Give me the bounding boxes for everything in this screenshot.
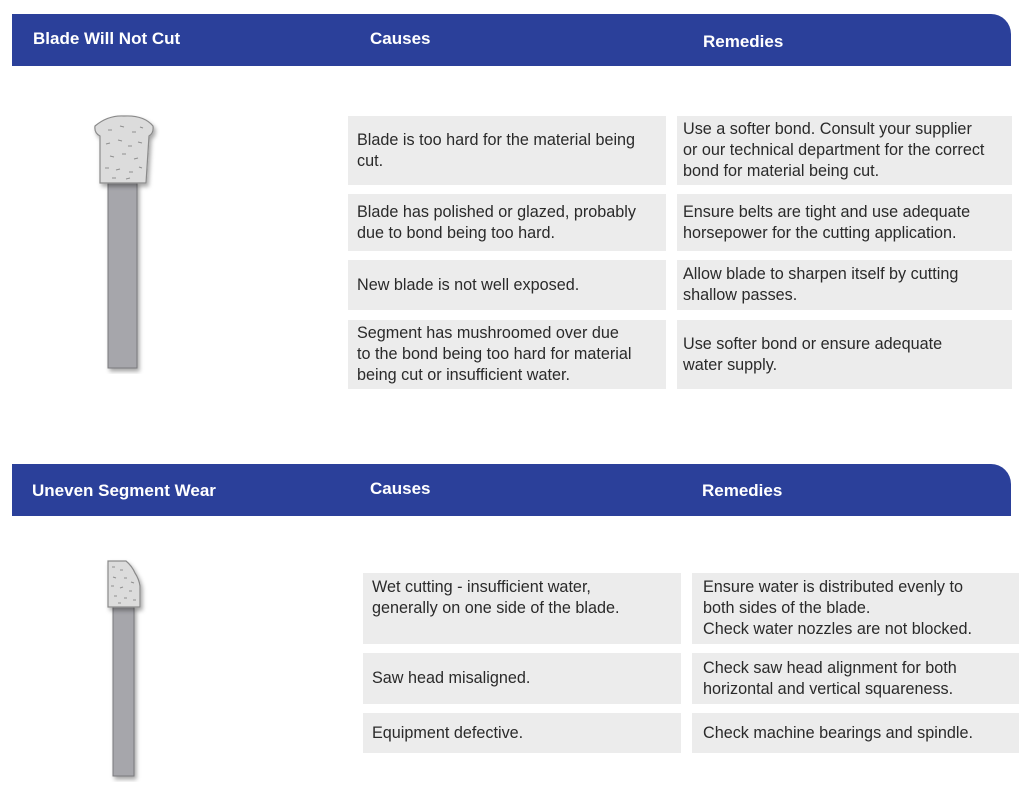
mushroomed-segment-diagram xyxy=(88,112,160,374)
uneven-wear-segment-diagram xyxy=(100,556,150,782)
remedy-text: Ensure belts are tight and use adequate horsepower for the cutting application. xyxy=(683,202,971,242)
cause-cell xyxy=(348,194,666,251)
cause-text: Saw head misaligned. xyxy=(372,669,531,687)
section-title: Uneven Segment Wear xyxy=(32,481,216,500)
remedies-heading: Remedies xyxy=(703,32,784,51)
remedy-text: Use softer bond or ensure adequate water supply. xyxy=(683,334,943,374)
remedy-text: Check saw head alignment for both horizontal and vertical squareness. xyxy=(703,658,957,698)
remedy-cell xyxy=(692,653,1019,704)
cause-text: New blade is not well exposed. xyxy=(357,275,580,294)
remedy-text: Use a softer bond. Consult your supplier or our technical department for the correct bond for material being cut. xyxy=(683,120,985,180)
remedy-cell xyxy=(692,713,1019,753)
cause-cell xyxy=(363,573,681,644)
remedy-text: Ensure water is distributed evenly to both sides of the blade. Check water nozzles are not blocked. xyxy=(703,578,973,638)
section-header-blade-will-not-cut xyxy=(12,14,1011,66)
causes-heading: Causes xyxy=(370,29,431,48)
cause-cell xyxy=(363,653,681,704)
cause-text: Blade is too hard for the material being cut. xyxy=(357,130,636,170)
section-header-uneven-segment-wear xyxy=(12,464,1011,516)
remedy-text: Allow blade to sharpen itself by cutting shallow passes. xyxy=(683,265,959,304)
cause-cell xyxy=(348,260,666,310)
cause-cell xyxy=(363,713,681,753)
cause-cell xyxy=(348,320,666,389)
remedy-cell xyxy=(677,116,1012,185)
cause-text: Blade has polished or glazed, probably due to bond being too hard. xyxy=(357,202,636,242)
remedy-cell xyxy=(677,194,1012,251)
cause-cell xyxy=(348,116,666,185)
remedies-heading: Remedies xyxy=(702,481,783,500)
remedy-cell xyxy=(692,573,1019,644)
cause-text: Segment has mushroomed over due to the bond being too hard for material being cut or insufficient water. xyxy=(357,324,632,384)
remedy-text: Check machine bearings and spindle. xyxy=(703,723,973,742)
causes-heading: Causes xyxy=(370,479,431,498)
cause-text: Equipment defective. xyxy=(372,723,524,742)
section-title: Blade Will Not Cut xyxy=(33,29,181,48)
remedy-cell xyxy=(677,260,1012,310)
remedy-cell xyxy=(677,320,1012,389)
cause-text: Wet cutting - insufficient water, generally on one side of the blade. xyxy=(372,577,620,617)
